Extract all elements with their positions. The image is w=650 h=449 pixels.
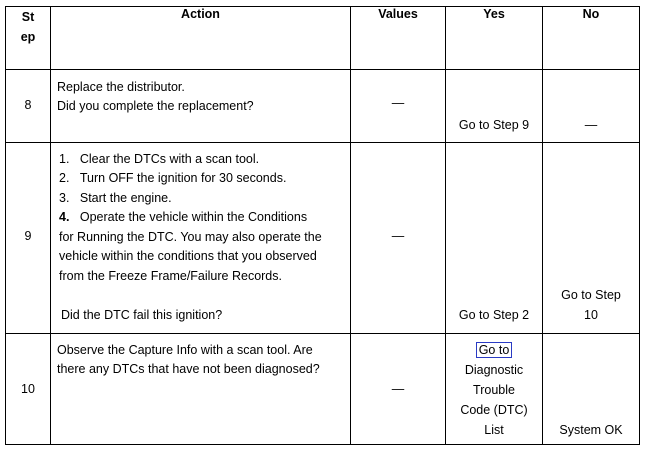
- values-text: —: [391, 96, 405, 110]
- table-row-step-8: [6, 70, 640, 143]
- values-cell: [351, 334, 446, 445]
- header-step: [6, 7, 51, 70]
- header-action: Action: [51, 7, 351, 70]
- action-cell: [51, 70, 351, 143]
- header-row: [6, 7, 640, 70]
- header-no: No: [543, 7, 640, 70]
- list-item: [59, 191, 172, 205]
- list-continuation: for Running the DTC. You may also operate the: [59, 230, 322, 244]
- list-number: 2.: [59, 171, 70, 185]
- list-item: [59, 171, 286, 185]
- list-number: 1.: [59, 152, 70, 166]
- diagnostic-table: [5, 6, 640, 445]
- list-text: Start the engine.: [79, 191, 172, 205]
- list-number: 3.: [59, 191, 70, 205]
- yes-text: Go to Step 2: [458, 308, 530, 322]
- no-text: —: [584, 118, 598, 132]
- list-item: [59, 210, 307, 224]
- action-question: Did you complete the replacement?: [57, 99, 254, 113]
- yes-text: Trouble: [473, 383, 515, 397]
- action-cell: [51, 334, 351, 445]
- step-cell: [6, 334, 51, 445]
- values-text: —: [391, 229, 405, 243]
- yes-text: Diagnostic: [464, 363, 524, 377]
- no-cell: [543, 70, 640, 143]
- yes-text: Go to Step 9: [458, 118, 530, 132]
- header-step-line2: ep: [20, 30, 36, 44]
- step-number: 10: [21, 382, 35, 396]
- action-text: Observe the Capture Info with a scan tool. Are: [57, 343, 313, 357]
- go-to-dtc-list-link[interactable]: Go to: [476, 342, 513, 358]
- table-row-step-10: [6, 334, 640, 445]
- list-text: Turn OFF the ignition for 30 seconds.: [79, 171, 287, 185]
- no-text-line2: 10: [584, 308, 598, 322]
- list-number: 4.: [59, 210, 70, 224]
- header-values: Values: [351, 7, 446, 70]
- yes-text: List: [484, 423, 504, 437]
- action-question: there any DTCs that have not been diagnosed?: [57, 362, 320, 376]
- list-continuation: from the Freeze Frame/Failure Records.: [59, 269, 282, 283]
- header-yes: Yes: [446, 7, 543, 70]
- yes-cell: [446, 70, 543, 143]
- no-cell: [543, 143, 640, 334]
- no-text: Go to Step: [561, 288, 621, 302]
- yes-cell: [446, 334, 543, 445]
- yes-cell: [446, 143, 543, 334]
- list-continuation: vehicle within the conditions that you observed: [59, 249, 317, 263]
- values-text: —: [391, 382, 405, 396]
- values-cell: [351, 143, 446, 334]
- list-text: Operate the vehicle within the Conditions: [79, 210, 308, 224]
- list-item: [59, 152, 259, 166]
- values-cell: [351, 70, 446, 143]
- action-cell: [51, 143, 351, 334]
- table-row-step-9: [6, 143, 640, 334]
- no-text: System OK: [559, 423, 623, 437]
- no-cell: [543, 334, 640, 445]
- list-text: Clear the DTCs with a scan tool.: [79, 152, 260, 166]
- step-cell: [6, 70, 51, 143]
- yes-link-wrapper: [446, 343, 542, 357]
- step-number: 8: [24, 98, 32, 112]
- header-step-line1: St: [21, 10, 35, 24]
- step-number: 9: [24, 229, 32, 243]
- action-text: Replace the distributor.: [57, 80, 185, 94]
- yes-text: Code (DTC): [460, 403, 528, 417]
- action-question: Did the DTC fail this ignition?: [61, 308, 223, 322]
- step-cell: [6, 143, 51, 334]
